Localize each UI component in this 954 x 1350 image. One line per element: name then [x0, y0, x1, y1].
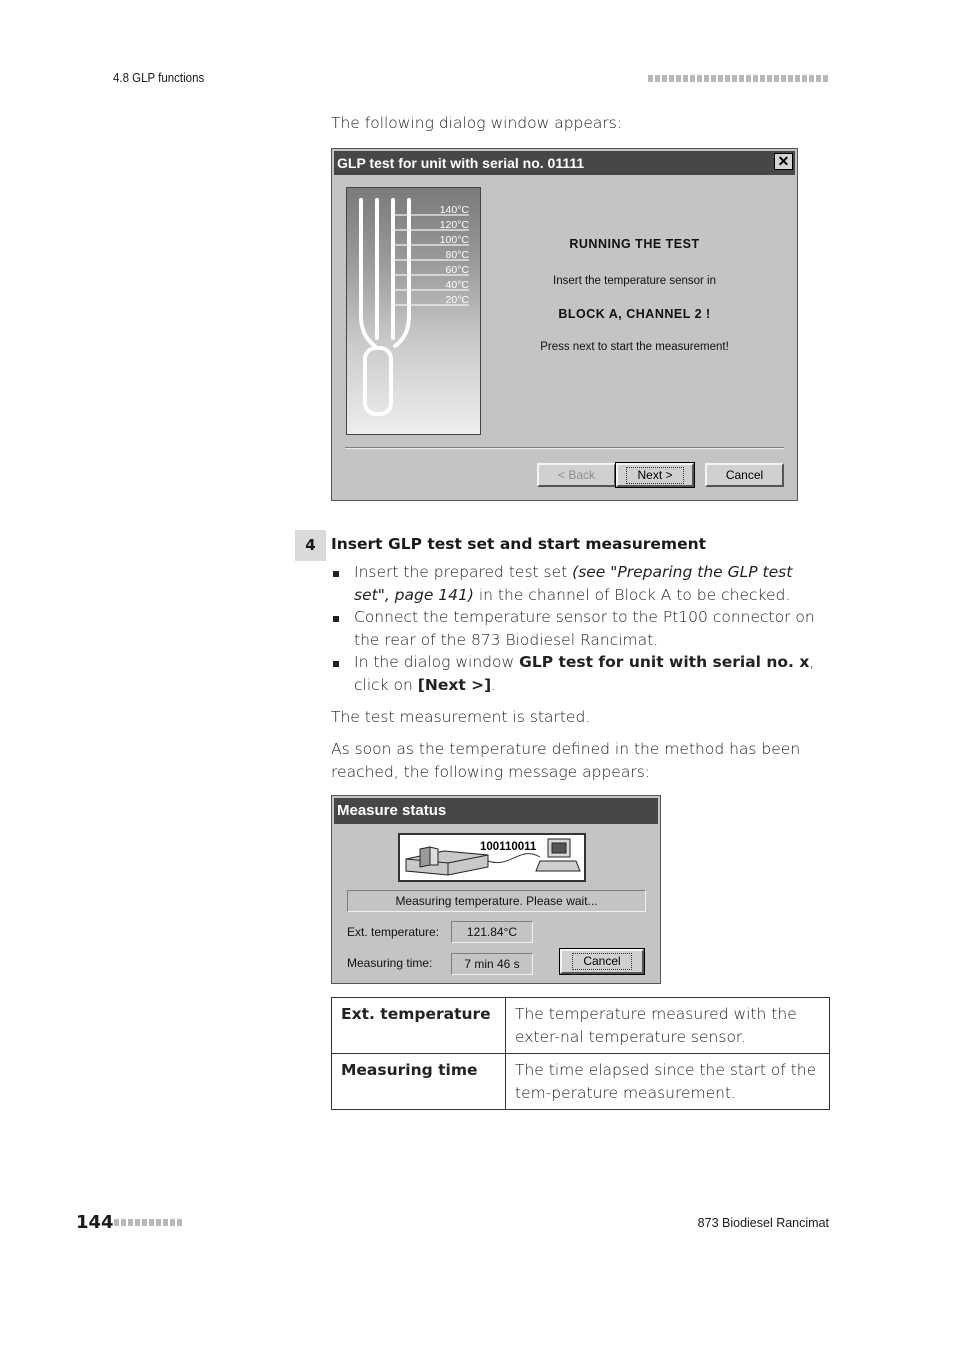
dialog-heading: RUNNING THE TEST	[569, 237, 700, 251]
footer-decoration	[114, 1219, 182, 1226]
list-item: Insert the prepared test set (see "Preparing the GLP test set", page 141) in the channel of Block A to be checked.	[331, 561, 831, 606]
footer-product-name: 873 Biodiesel Rancimat	[697, 1216, 829, 1230]
ext-temperature-label: Ext. temperature:	[347, 925, 440, 939]
cross-reference-link[interactable]: (see "Preparing the GLP test set", page 141)	[354, 563, 793, 604]
running-header-section: 4.8 GLP functions	[113, 71, 205, 85]
term-cell: Measuring time	[332, 1054, 506, 1110]
scale-label: 140°C	[439, 204, 469, 216]
dialog-title-bar	[334, 798, 658, 824]
dialog-separator	[345, 447, 784, 449]
description-cell: The time elapsed since the start of the tem-perature measurement.	[506, 1054, 830, 1110]
scale-label: 100°C	[439, 234, 469, 246]
step-number: 4	[295, 530, 326, 561]
measuring-time-label: Measuring time:	[347, 956, 433, 970]
scale-label: 80°C	[445, 249, 469, 261]
dialog-prompt: Press next to start the measurement!	[540, 341, 729, 353]
close-icon[interactable]: ✕	[774, 153, 793, 170]
status-message: Measuring temperature. Please wait...	[347, 890, 646, 912]
page-number: 144	[76, 1212, 114, 1233]
result-text: The test measurement is started.	[331, 708, 591, 726]
dialog-channel: BLOCK A, CHANNEL 2 !	[558, 307, 711, 321]
measure-status-dialog	[331, 795, 661, 984]
dialog-title-bar	[334, 151, 795, 175]
list-item: In the dialog window GLP test for unit with serial no. x, click on [Next >].	[331, 651, 831, 696]
glp-test-dialog	[331, 148, 798, 501]
measuring-time-field: 7 min 46 s	[451, 953, 533, 975]
dialog-title: GLP test for unit with serial no. 01111	[337, 155, 585, 171]
step-bullet-list	[331, 561, 831, 697]
ext-temperature-field: 121.84°C	[451, 921, 533, 943]
list-item: Connect the temperature sensor to the Pt100 connector on the rear of the 873 Biodiesel Rancimat.	[331, 606, 831, 651]
next-button[interactable]: Next >	[616, 463, 694, 487]
dialog-title: Measure status	[337, 802, 447, 819]
scale-label: 40°C	[445, 279, 469, 291]
scale-label: 20°C	[445, 294, 469, 306]
thermometer-illustration	[346, 187, 481, 435]
cancel-button[interactable]: Cancel	[705, 463, 784, 487]
device-code: 100110011	[480, 841, 537, 853]
term-cell: Ext. temperature	[332, 998, 506, 1054]
device-illustration	[398, 833, 586, 882]
scale-label: 120°C	[439, 219, 469, 231]
table-row	[332, 1054, 830, 1110]
description-cell: The temperature measured with the exter-nal temperature sensor.	[506, 998, 830, 1054]
message-intro-text: As soon as the temperature defined in the method has been reached, the following message appears:	[331, 740, 801, 781]
back-button[interactable]: < Back	[537, 463, 616, 487]
field-description-table	[331, 997, 830, 1110]
table-row	[332, 998, 830, 1054]
scale-label: 60°C	[445, 264, 469, 276]
cancel-button[interactable]: Cancel	[560, 949, 644, 974]
header-decoration	[648, 75, 829, 82]
step-title: Insert GLP test set and start measurement	[331, 535, 707, 553]
intro-text: The following dialog window appears:	[331, 114, 623, 132]
dialog-instruction: Insert the temperature sensor in	[553, 275, 716, 287]
